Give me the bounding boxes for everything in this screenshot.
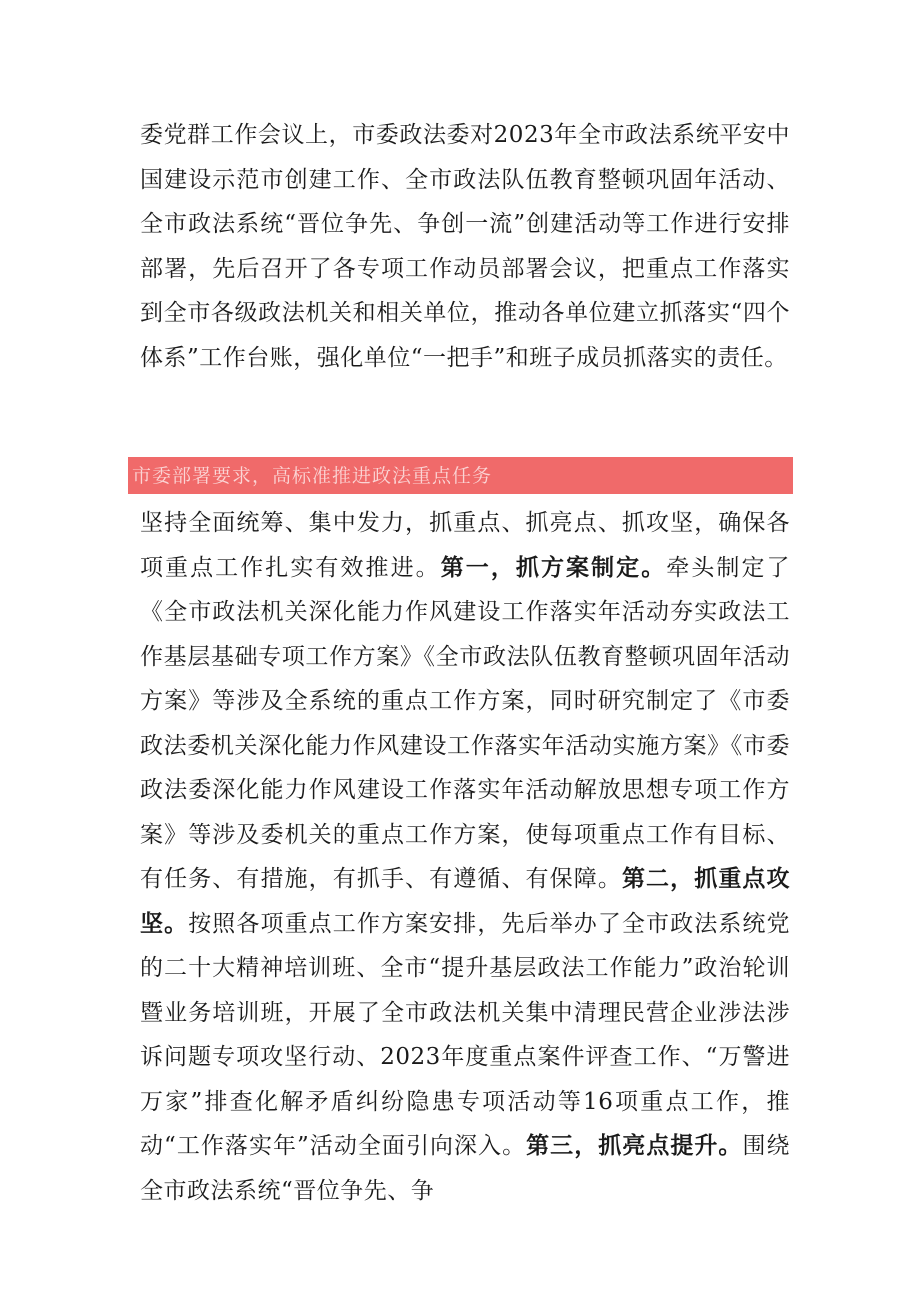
- section-heading: 市委部署要求，高标准推进政法重点任务: [132, 465, 493, 487]
- point-1-body: 牵头制定了《全市政法机关深化能力作风建设工作落实年活动夯实政法工作基层基础专项工作方案》《全市政法队伍教育整顿巩固年活动方案》等涉及全系统的重点工作方案，同时研究制定了《市委政法委机关深化能力作风建设工作落实年活动实施方案》《市委政法委深化能力作风建设工作落实年活动解放思想专项工作方案》等涉及委机关的重点工作方案，使每项重点工作有目标、有任务、有措施，有抓手、有遵循、有保障。: [140, 554, 791, 892]
- paragraph-continuation: [140, 113, 790, 380]
- point-2-body: 按照各项重点工作方案安排，先后举办了全市政法系统党的二十大精神培训班、全市“提升基层政法工作能力”政治轮训暨业务培训班，开展了全市政法机关集中清理民营企业涉法涉诉问题专项攻坚行动、2023年度重点案件评查工作、“万警进万家”排查化解矛盾纠纷隐患专项活动等16项重点工作，推动“工作落实年”活动全面引向深入。: [140, 910, 791, 1159]
- point-3-body: 围绕全市政法系统“晋位争先、争: [140, 1133, 791, 1204]
- point-3-title: 第三，抓亮点提升。: [526, 1133, 743, 1159]
- paragraph-1-text: 委党群工作会议上，市委政法委对2023年全市政法系统平安中国建设示范市创建工作、全市政法队伍教育整顿巩固年活动、全市政法系统“晋位争先、争创一流”创建活动等工作进行安排部署，先后召开了各专项工作动员部署会议，把重点工作落实到全市各级政法机关和相关单位，推动各单位建立抓落实“四个体系”工作台账，强化单位“一把手”和班子成员抓落实的责任。: [140, 122, 790, 371]
- point-1-title: 第一，抓方案制定。: [440, 554, 667, 581]
- point-2-title: 第二，抓重点攻坚。: [140, 866, 791, 937]
- paragraph-2-intro: 坚持全面统筹、集中发力，抓重点、抓亮点、抓攻坚，确保各项重点工作扎实有效推进。: [140, 510, 790, 581]
- paragraph-key-tasks: [140, 501, 790, 1213]
